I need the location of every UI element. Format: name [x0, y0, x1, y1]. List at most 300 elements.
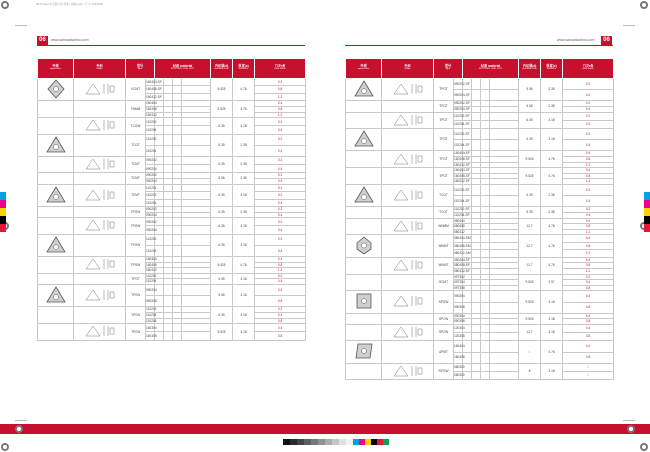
material-cell [472, 324, 481, 332]
insert-code: 160412-SF [146, 94, 162, 99]
column-header-en: appearance [49, 68, 62, 71]
nose-radius-value: 0.2 [563, 101, 614, 107]
inscribed-circle-value: 9.525 [519, 168, 541, 185]
insert-appearance-image [346, 341, 382, 363]
nose-radius-value: 0.4 [563, 151, 614, 157]
insert-shape-drawing [74, 101, 126, 118]
nose-radius-value: 0.2 [255, 118, 306, 126]
nose-radius-value: 0.2 [563, 78, 614, 89]
insert-appearance-image [346, 101, 382, 112]
column-header [541, 59, 563, 79]
gray-swatch [304, 439, 311, 445]
column-header-en: type [445, 68, 451, 71]
insert-appearance-image [38, 101, 74, 118]
thickness-value: 4.76 [541, 168, 563, 185]
inscribed-circle-value: 6.35 [519, 184, 541, 206]
material-cell [164, 86, 173, 93]
insert-code: 110204 [146, 126, 155, 134]
insert-code: 110202-SF [454, 207, 470, 212]
material-cell [182, 93, 211, 100]
material-cell [481, 78, 490, 89]
thickness-value: 4.76 [541, 235, 563, 257]
nose-radius-value: 0.2 [255, 234, 306, 245]
table-row [346, 291, 614, 302]
column-header-en: SS7C SS21 SS61 SS71 [170, 68, 195, 71]
insert-shape-drawing [74, 218, 126, 234]
insert-code: 110202 [146, 273, 157, 278]
right-insert-table: 外观 appearance 外形 shape 型号 type 材质 material SS7C SS21 SS61 SS71 内切圆(d) inscribed circle 厚度(s) thickness 刀尖r角 nose radius 孔径(d1) hole diameter TPGT 090202-SF 5.56 2.38 0.2 090204-SF 0.4 TPGT 090202-SF 5.56 2.38 0.2 090204-SF 0.4 TPGT 110202-SF 6.35 3.18 0.2 110204-SF 0.4 TPGT 110202-SF 6.35 3.18 0.2 110204-SF 0.4 TPGT 160404-SF 9.525 4.76 0.4 160408-SF 0.8 160412-SF 1.2 TPGT 160404-SF 9.525 4.76 0.4 160408-SF 0.8 160412-SF 1.2 TCGT 110202-SF 6.35 2.38 0.2 110204-SF 0.4 TCGT 110202-SF 6.35 2.38 0.2 110204-SF 0.4 WNMM 080404 12.7 4.76 0.4 080408 0.8 080412 1.2 WNMT 080404-SM 12.7 4.76 0.4 080408-SM 0.8 080412-SM 1.2 WNMT 080404-SF 12.7 4.76 0.4 080408-SF 0.8 080412-SF 1.2 SCMT 09T302 9.525 3.97 0.2 09T304 0.4 09T308 0.8 SPGW 090304 9.525 3.18 0.4 090308 0.8 SPGN 090304 9.525 3.18 0.4 090308 0.8 SPGN 120304 12.7 3.18 0.4 120308 0.8 APMT 160404 / 4.76 0.4 160408 0.8 RPGW 080300 8 3.18 / 080300 / [345, 58, 614, 380]
column-header-en: inscribed circle [522, 68, 537, 71]
material-cell [182, 218, 211, 226]
nose-radius-value: 0.2 [563, 184, 614, 195]
insert-code: 090304 [454, 291, 463, 302]
material-cell [164, 226, 173, 234]
thickness-value: 3.18 [233, 284, 255, 306]
nose-radius-value: 0.4 [563, 280, 614, 286]
insert-shape-drawing [74, 324, 126, 340]
inscribed-circle-value: / [519, 341, 541, 363]
material-cell [481, 291, 490, 302]
insert-code: 160304 [146, 324, 155, 332]
column-header-cn: 厚度(s) [238, 63, 249, 68]
material-cell [164, 165, 173, 173]
column-header-en: inscribed circle [214, 68, 229, 71]
material-cell [472, 302, 481, 313]
registration-mark-tr [640, 1, 648, 9]
insert-code: 110202 [146, 134, 155, 145]
insert-code: 160408 [454, 352, 463, 363]
column-header-cn: 刀尖r角 [274, 63, 286, 68]
insert-appearance-image [346, 112, 382, 128]
material-cell [472, 250, 481, 257]
insert-series: SCMT [434, 274, 454, 291]
material-cell [490, 302, 519, 313]
gray-swatch [311, 439, 318, 445]
table-row [346, 324, 614, 332]
insert-appearance-image [346, 257, 382, 274]
material-cell [164, 332, 173, 340]
column-header-cn: 孔径(d1) [614, 58, 620, 70]
insert-code: 090202 [146, 207, 157, 212]
nose-radius-value: 0.2 [255, 206, 306, 212]
material-cell [173, 284, 182, 295]
nose-radius-value: 1.2 [563, 162, 614, 168]
inscribed-circle-value: 12.7 [519, 324, 541, 340]
column-header-cn: 刀尖r角 [582, 63, 594, 68]
thickness-value: 3.18 [233, 324, 255, 340]
thickness-value: 3.18 [541, 128, 563, 150]
insert-code: 160408 [146, 107, 157, 112]
inscribed-circle-value: 6.35 [519, 207, 541, 218]
thickness-value: 2.38 [233, 156, 255, 172]
material-cell [173, 324, 182, 332]
thickness-value: 4.76 [233, 101, 255, 118]
insert-code: 110204-SF [454, 120, 463, 128]
nose-radius-value: 0.4 [563, 90, 614, 101]
material-cell [182, 145, 211, 156]
insert-appearance-image [346, 313, 382, 324]
column-header-en: thickness [546, 68, 557, 71]
nose-radius-value: 0.4 [255, 245, 306, 256]
nose-radius-value: 0.2 [563, 207, 614, 213]
material-cell [481, 302, 490, 313]
column-header-cn: 型号 [444, 63, 452, 68]
insert-shape-drawing [74, 156, 126, 172]
insert-code: 110204 [146, 279, 157, 284]
material-cell [490, 250, 519, 257]
insert-series: TCMT [126, 156, 146, 172]
material-cell [490, 184, 519, 195]
insert-appearance-image [38, 324, 74, 340]
material-cell [472, 341, 481, 352]
nose-radius-value: 0.4 [255, 226, 306, 234]
material-cell [490, 140, 519, 151]
insert-shape-drawing [382, 274, 434, 291]
insert-appearance-image [38, 234, 74, 256]
material-cell [182, 245, 211, 256]
insert-code: 160404-SF [454, 168, 470, 173]
insert-code: 110204 [146, 200, 157, 205]
material-cell [173, 184, 182, 191]
column-header [211, 59, 233, 79]
thickness-value: 3.18 [233, 273, 255, 284]
print-info: 3074 wen中文版刀片资料 面版.pdf • 尺寸 2021/6/5 [36, 2, 104, 6]
column-header [434, 59, 463, 79]
insert-shape-drawing [74, 307, 126, 324]
insert-series: TPGT [434, 112, 454, 128]
insert-appearance-image [38, 156, 74, 172]
insert-code: 090204 [146, 165, 155, 173]
column-header-cn: 内切圆(d) [522, 63, 537, 68]
gray-swatch [318, 439, 325, 445]
material-cell [182, 332, 211, 340]
insert-series: APMT [434, 341, 454, 363]
nose-radius-value: 0.2 [255, 307, 306, 313]
nose-radius-value: 0.8 [255, 106, 306, 112]
nose-radius-value: 0.2 [255, 218, 306, 226]
insert-series: TNMM [126, 101, 146, 118]
insert-code: 110201 [146, 185, 157, 190]
left-page-number: 06 [37, 36, 48, 45]
insert-appearance-image [38, 173, 74, 184]
insert-code: 080412-SF [454, 269, 470, 274]
thickness-value: 2.38 [233, 134, 255, 156]
nose-radius-value: 0.4 [255, 256, 306, 262]
inscribed-circle-value: 12.7 [519, 235, 541, 257]
material-cell [173, 126, 182, 134]
material-cell [481, 184, 490, 195]
nose-radius-value: 0.2 [255, 156, 306, 164]
insert-series: TPGN [126, 324, 146, 340]
nose-radius-value: 0.2 [563, 112, 614, 120]
column-header-cn: 型号 [136, 63, 144, 68]
insert-code: 080412-SM [454, 251, 471, 256]
color-bar-left [0, 192, 6, 232]
insert-series: TPGW [126, 234, 146, 256]
insert-code: 110204-SF [454, 213, 470, 218]
insert-code: 080408-SF [454, 263, 470, 268]
inscribed-circle-value: 9.525 [519, 291, 541, 313]
insert-series: TPGT [434, 168, 454, 185]
insert-code: 110202-SF [454, 184, 463, 195]
insert-code: 160404 [146, 257, 157, 262]
insert-series: TPGT [434, 151, 454, 168]
material-cell [173, 199, 182, 206]
table-row [38, 234, 306, 245]
nose-radius-value: 0.4 [255, 312, 306, 318]
nose-radius-value: 0.8 [563, 156, 614, 162]
material-cell [490, 112, 519, 120]
insert-series: TCMT [126, 184, 146, 206]
inscribed-circle-value: 6.35 [211, 206, 233, 217]
insert-series: TPGT [434, 128, 454, 150]
insert-appearance-image [38, 307, 74, 324]
table-row [346, 235, 614, 242]
insert-code: 160408 [146, 262, 157, 267]
nose-radius-value: 0.4 [255, 145, 306, 156]
inscribed-circle-value: 8 [519, 363, 541, 379]
material-cell [490, 341, 519, 352]
insert-series: TPGN [126, 307, 146, 324]
material-cell [481, 250, 490, 257]
material-cell [182, 234, 211, 245]
column-header [563, 59, 614, 79]
insert-code: 090204 [146, 179, 157, 184]
insert-code: 09T304 [454, 280, 465, 285]
material-cell [182, 118, 211, 126]
insert-appearance-image [38, 284, 74, 306]
material-cell [182, 165, 211, 173]
insert-code: 080404-SM [454, 236, 471, 241]
material-cell [490, 242, 519, 249]
insert-series: TPGW [126, 218, 146, 234]
inscribed-circle-value: 6.35 [211, 234, 233, 256]
insert-code: 110204-SF [454, 196, 463, 207]
nose-radius-value: 0.8 [563, 242, 614, 249]
material-cell [490, 128, 519, 139]
nose-radius-value: 0.4 [563, 120, 614, 128]
thickness-value: 3.18 [541, 291, 563, 313]
material-cell [182, 226, 211, 234]
insert-code: 110202-SF [454, 128, 463, 139]
insert-shape-drawing [382, 363, 434, 379]
insert-code: 110204 [146, 245, 155, 256]
insert-code: 120304 [454, 324, 463, 332]
material-cell [481, 112, 490, 120]
nose-radius-value: 0.8 [255, 332, 306, 340]
material-cell [490, 235, 519, 242]
inscribed-circle-value: 12.7 [519, 257, 541, 274]
insert-series: TPGW [126, 256, 146, 273]
thickness-value: 3.18 [233, 234, 255, 256]
thickness-value: 2.38 [233, 206, 255, 217]
insert-appearance-image [346, 274, 382, 291]
insert-series: TPGT [434, 78, 454, 100]
nose-radius-value: 0.2 [255, 134, 306, 145]
thickness-value: 2.38 [233, 173, 255, 184]
nose-radius-value: 0.4 [563, 168, 614, 174]
nose-radius-value: 0.8 [563, 352, 614, 363]
insert-code: 160408-SF [454, 173, 470, 178]
thickness-value: 4.76 [233, 78, 255, 100]
nose-radius-value: 0.4 [255, 324, 306, 332]
nose-radius-value: 0.2 [255, 273, 306, 279]
insert-appearance-image [346, 324, 382, 340]
material-cell [164, 145, 173, 156]
nose-radius-value: 0.8 [563, 173, 614, 179]
column-header [74, 59, 126, 79]
insert-code: 160404-SF [454, 151, 470, 156]
insert-code: 090204 [146, 284, 155, 295]
insert-series: RPGW [434, 363, 454, 379]
bottom-red-band [0, 424, 650, 434]
table-row [346, 128, 614, 139]
insert-shape-drawing [382, 341, 434, 363]
nose-radius-value: 0.4 [255, 212, 306, 218]
table-row [38, 118, 306, 126]
nose-radius-value: 0.4 [563, 257, 614, 263]
insert-appearance-image [38, 206, 74, 217]
right-page-number: 06 [601, 36, 612, 45]
material-cell [164, 234, 173, 245]
material-cell [173, 86, 182, 93]
column-header [255, 59, 306, 79]
material-cell [173, 156, 182, 164]
inscribed-circle-value: 5.56 [211, 284, 233, 306]
material-cell [472, 291, 481, 302]
insert-code: 080412 [454, 229, 465, 234]
insert-code: 160408-SF [146, 87, 162, 92]
material-cell [472, 184, 481, 195]
inscribed-circle-value: 6.35 [519, 128, 541, 150]
insert-series: SPGW [434, 291, 454, 313]
right-site-url: www.samadiachina.com [557, 38, 595, 42]
material-cell [182, 296, 211, 307]
insert-series: TCGT [434, 207, 454, 218]
material-cell [173, 245, 182, 256]
insert-shape-drawing [74, 256, 126, 273]
material-cell [481, 196, 490, 207]
insert-shape-drawing [74, 206, 126, 217]
insert-shape-drawing [382, 128, 434, 150]
material-cell [490, 333, 519, 341]
inscribed-circle-value: 9.525 [211, 256, 233, 273]
insert-appearance-image [346, 151, 382, 168]
column-header [519, 59, 541, 79]
insert-code: 110202 [146, 307, 157, 312]
nose-radius-value: 1.2 [563, 229, 614, 235]
material-cell [164, 218, 173, 226]
left-site-url: www.samadiachina.com [51, 38, 89, 42]
material-cell [472, 235, 481, 242]
material-cell [481, 120, 490, 128]
column-header-cn: 外形 [96, 63, 103, 68]
insert-series: TPGN [126, 284, 146, 306]
nose-radius-value: 0.4 [563, 140, 614, 151]
column-header [382, 59, 434, 79]
insert-shape-drawing [382, 324, 434, 340]
nose-radius-value: 0.8 [563, 302, 614, 313]
insert-code: 110202 [146, 193, 157, 198]
column-header-en: thickness [238, 68, 249, 71]
insert-appearance-image [346, 168, 382, 185]
insert-code: 080408 [454, 224, 465, 229]
insert-series: WNMT [434, 235, 454, 257]
insert-code: 160404 [454, 341, 463, 352]
nose-radius-value: 0.4 [563, 235, 614, 242]
material-cell [173, 165, 182, 173]
material-cell [182, 126, 211, 134]
thickness-value: 4.76 [541, 341, 563, 363]
column-header-en: appearance [357, 68, 370, 71]
material-cell [182, 134, 211, 145]
insert-code: 090202 [146, 218, 155, 226]
insert-code: 160412 [146, 268, 157, 273]
nose-radius-value: 0.4 [563, 212, 614, 218]
material-cell [472, 128, 481, 139]
insert-appearance-image [346, 78, 382, 100]
thickness-value: 3.18 [233, 184, 255, 206]
insert-code: 090202 [146, 173, 157, 178]
material-cell [481, 371, 490, 379]
material-cell [490, 120, 519, 128]
insert-appearance-image [38, 134, 74, 156]
insert-appearance-image [38, 273, 74, 284]
insert-code: 090204-SF [454, 90, 463, 101]
table-row [346, 341, 614, 352]
crop-mark [623, 420, 635, 421]
column-header [38, 59, 74, 79]
gray-swatch [332, 439, 339, 445]
insert-code: 090204 [146, 226, 155, 234]
thickness-value: 3.18 [541, 112, 563, 128]
material-cell [173, 226, 182, 234]
material-cell [481, 324, 490, 332]
nose-radius-value: 1.2 [255, 93, 306, 100]
inscribed-circle-value: 6.35 [211, 307, 233, 324]
color-bar-right [644, 192, 650, 232]
insert-shape-drawing [382, 168, 434, 185]
insert-code: 160412 [146, 112, 157, 117]
insert-shape-drawing [382, 257, 434, 274]
table-row [38, 284, 306, 295]
column-header [155, 59, 211, 79]
material-cell [472, 140, 481, 151]
insert-shape-drawing [74, 78, 126, 100]
material-cell [164, 245, 173, 256]
insert-shape-drawing [74, 284, 126, 306]
registration-mark-bottom-left [15, 425, 23, 433]
insert-appearance-image [346, 207, 382, 218]
material-cell [472, 333, 481, 341]
material-cell [164, 192, 173, 199]
column-header [233, 59, 255, 79]
table-row [38, 218, 306, 226]
nose-radius-value: 0.4 [563, 196, 614, 207]
insert-appearance-image [38, 78, 74, 100]
insert-code: 080404-SF [454, 257, 470, 262]
nose-radius-value: 0.8 [255, 296, 306, 307]
thickness-value: 3.18 [233, 307, 255, 324]
insert-code: 080300 [454, 363, 463, 371]
crop-mark [15, 25, 27, 26]
gray-swatch [297, 439, 304, 445]
insert-code: 09T302 [454, 274, 465, 279]
column-header-cn: 孔径(d1) [306, 58, 312, 70]
material-cell [164, 93, 173, 100]
material-cell [481, 333, 490, 341]
insert-code: 110208 [146, 318, 157, 323]
